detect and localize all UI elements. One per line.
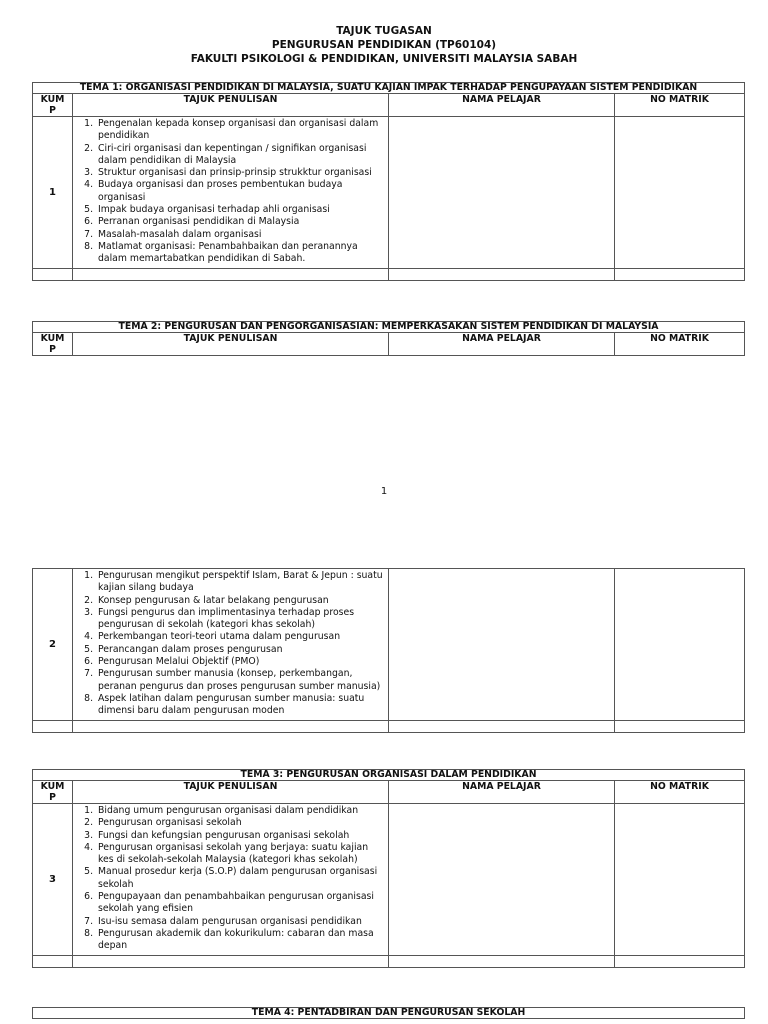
header-course: PENGURUSAN PENDIDIKAN (TP60104) xyxy=(271,39,497,51)
topic-item: 6. Pengurusan Melalui Objektif (PMO) xyxy=(96,656,385,668)
col-tajuk: TAJUK PENULISAN xyxy=(73,94,389,117)
tema2-title: TEMA 2: PENGURUSAN DAN PENGORGANISASIAN: MEMPERKASAKAN SISTEM PENDIDIKAN DI MALAYSIA xyxy=(33,322,745,333)
col-kump: KUM P xyxy=(33,94,73,117)
topic-item: 7. Pengurusan sumber manusia (konsep, perkembangan, peranan pengurus dan proses pengurusan sumber manusia) xyxy=(96,668,385,693)
group-number: 1 xyxy=(33,117,73,269)
tema4-title: TEMA 4: PENTADBIRAN DAN PENGURUSAN SEKOLAH xyxy=(33,1008,745,1019)
blank-row xyxy=(33,268,745,280)
topic-item: 8. Aspek latihan dalam pengurusan sumber manusia: suatu dimensi baru dalam pengurusan moden xyxy=(96,693,385,718)
blank-row xyxy=(33,720,745,732)
tema4-table xyxy=(32,1007,745,1019)
topic-item: 3. Struktur organisasi dan prinsip-prinsip strukktur organisasi xyxy=(96,167,385,179)
col-nama: NAMA PELAJAR xyxy=(389,781,615,804)
topics-cell xyxy=(73,569,389,721)
topic-item: 1. Pengurusan mengikut perspektif Islam, Barat & Jepun : suatu kajian silang budaya xyxy=(96,570,385,595)
blank-row xyxy=(33,955,745,967)
topic-list xyxy=(76,569,385,720)
no-matrik-cell xyxy=(615,117,745,269)
col-tajuk: TAJUK PENULISAN xyxy=(73,781,389,804)
tema1-group-row xyxy=(33,117,745,269)
topic-item: 6. Pengupayaan dan penambahbaikan pengurusan organisasi sekolah yang efisien xyxy=(96,891,385,916)
tema1-table xyxy=(32,82,745,281)
group-number: 3 xyxy=(33,804,73,956)
topic-list xyxy=(76,117,385,268)
topic-item: 1. Bidang umum pengurusan organisasi dalam pendidikan xyxy=(96,805,385,817)
col-kump: KUM P xyxy=(33,333,73,356)
col-tajuk: TAJUK PENULISAN xyxy=(73,333,389,356)
col-nama: NAMA PELAJAR xyxy=(389,333,615,356)
topic-item: 8. Matlamat organisasi: Penambahbaikan dan peranannya dalam memartabatkan pendidikan di Sabah. xyxy=(96,241,385,266)
tema3-group-row xyxy=(33,804,745,956)
topic-item: 2. Pengurusan organisasi sekolah xyxy=(96,817,385,829)
tema3-table xyxy=(32,769,745,968)
header-title: TAJUK TUGASAN xyxy=(336,25,432,37)
nama-pelajar-cell xyxy=(389,569,615,721)
col-matrik: NO MATRIK xyxy=(615,94,745,117)
group-number: 2 xyxy=(33,569,73,721)
page-number: 1 xyxy=(380,486,388,497)
nama-pelajar-cell xyxy=(389,117,615,269)
topic-item: 3. Fungsi dan kefungsian pengurusan organisasi sekolah xyxy=(96,830,385,842)
topic-item: 2. Konsep pengurusan & latar belakang pengurusan xyxy=(96,595,385,607)
tema3-title: TEMA 3: PENGURUSAN ORGANISASI DALAM PENDIDIKAN xyxy=(33,770,745,781)
topic-item: 4. Budaya organisasi dan proses pembentukan budaya organisasi xyxy=(96,179,385,204)
topics-cell xyxy=(73,804,389,956)
topic-list xyxy=(76,804,385,955)
header-faculty: FAKULTI PSIKOLOGI & PENDIDIKAN, UNIVERSITI MALAYSIA SABAH xyxy=(190,53,578,65)
topic-item: 4. Pengurusan organisasi sekolah yang berjaya: suatu kajian kes di sekolah-sekolah Malaysia (kategori khas sekolah) xyxy=(96,842,385,867)
tema2-group-row xyxy=(33,569,745,721)
col-matrik: NO MATRIK xyxy=(615,781,745,804)
topic-item: 4. Perkembangan teori-teori utama dalam pengurusan xyxy=(96,631,385,643)
col-kump: KUM P xyxy=(33,781,73,804)
document-header xyxy=(0,24,768,66)
tema2-continued-table xyxy=(32,568,745,733)
no-matrik-cell xyxy=(615,804,745,956)
topics-cell xyxy=(73,117,389,269)
col-matrik: NO MATRIK xyxy=(615,333,745,356)
topic-item: 8. Pengurusan akademik dan kokurikulum: cabaran dan masa depan xyxy=(96,928,385,953)
topic-item: 7. Isu-isu semasa dalam pengurusan organisasi pendidikan xyxy=(96,916,385,928)
topic-item: 5. Manual prosedur kerja (S.O.P) dalam pengurusan organisasi sekolah xyxy=(96,866,385,891)
topic-item: 3. Fungsi pengurus dan implimentasinya terhadap proses pengurusan di sekolah (kategori khas sekolah) xyxy=(96,607,385,632)
no-matrik-cell xyxy=(615,569,745,721)
topic-item: 5. Perancangan dalam proses pengurusan xyxy=(96,644,385,656)
topic-item: 5. Impak budaya organisasi terhadap ahli organisasi xyxy=(96,204,385,216)
topic-item: 1. Pengenalan kepada konsep organisasi dan organisasi dalam pendidikan xyxy=(96,118,385,143)
nama-pelajar-cell xyxy=(389,804,615,956)
topic-item: 6. Perranan organisasi pendidikan di Malaysia xyxy=(96,216,385,228)
topic-item: 2. Ciri-ciri organisasi dan kepentingan / signifikan organisasi dalam pendidikan di Malaysia xyxy=(96,143,385,168)
tema2-table xyxy=(32,321,745,356)
col-nama: NAMA PELAJAR xyxy=(389,94,615,117)
tema1-title: TEMA 1: ORGANISASI PENDIDIKAN DI MALAYSIA, SUATU KAJIAN IMPAK TERHADAP PENGUPAYAAN SISTEM PENDIDIKAN xyxy=(33,83,745,94)
topic-item: 7. Masalah-masalah dalam organisasi xyxy=(96,229,385,241)
